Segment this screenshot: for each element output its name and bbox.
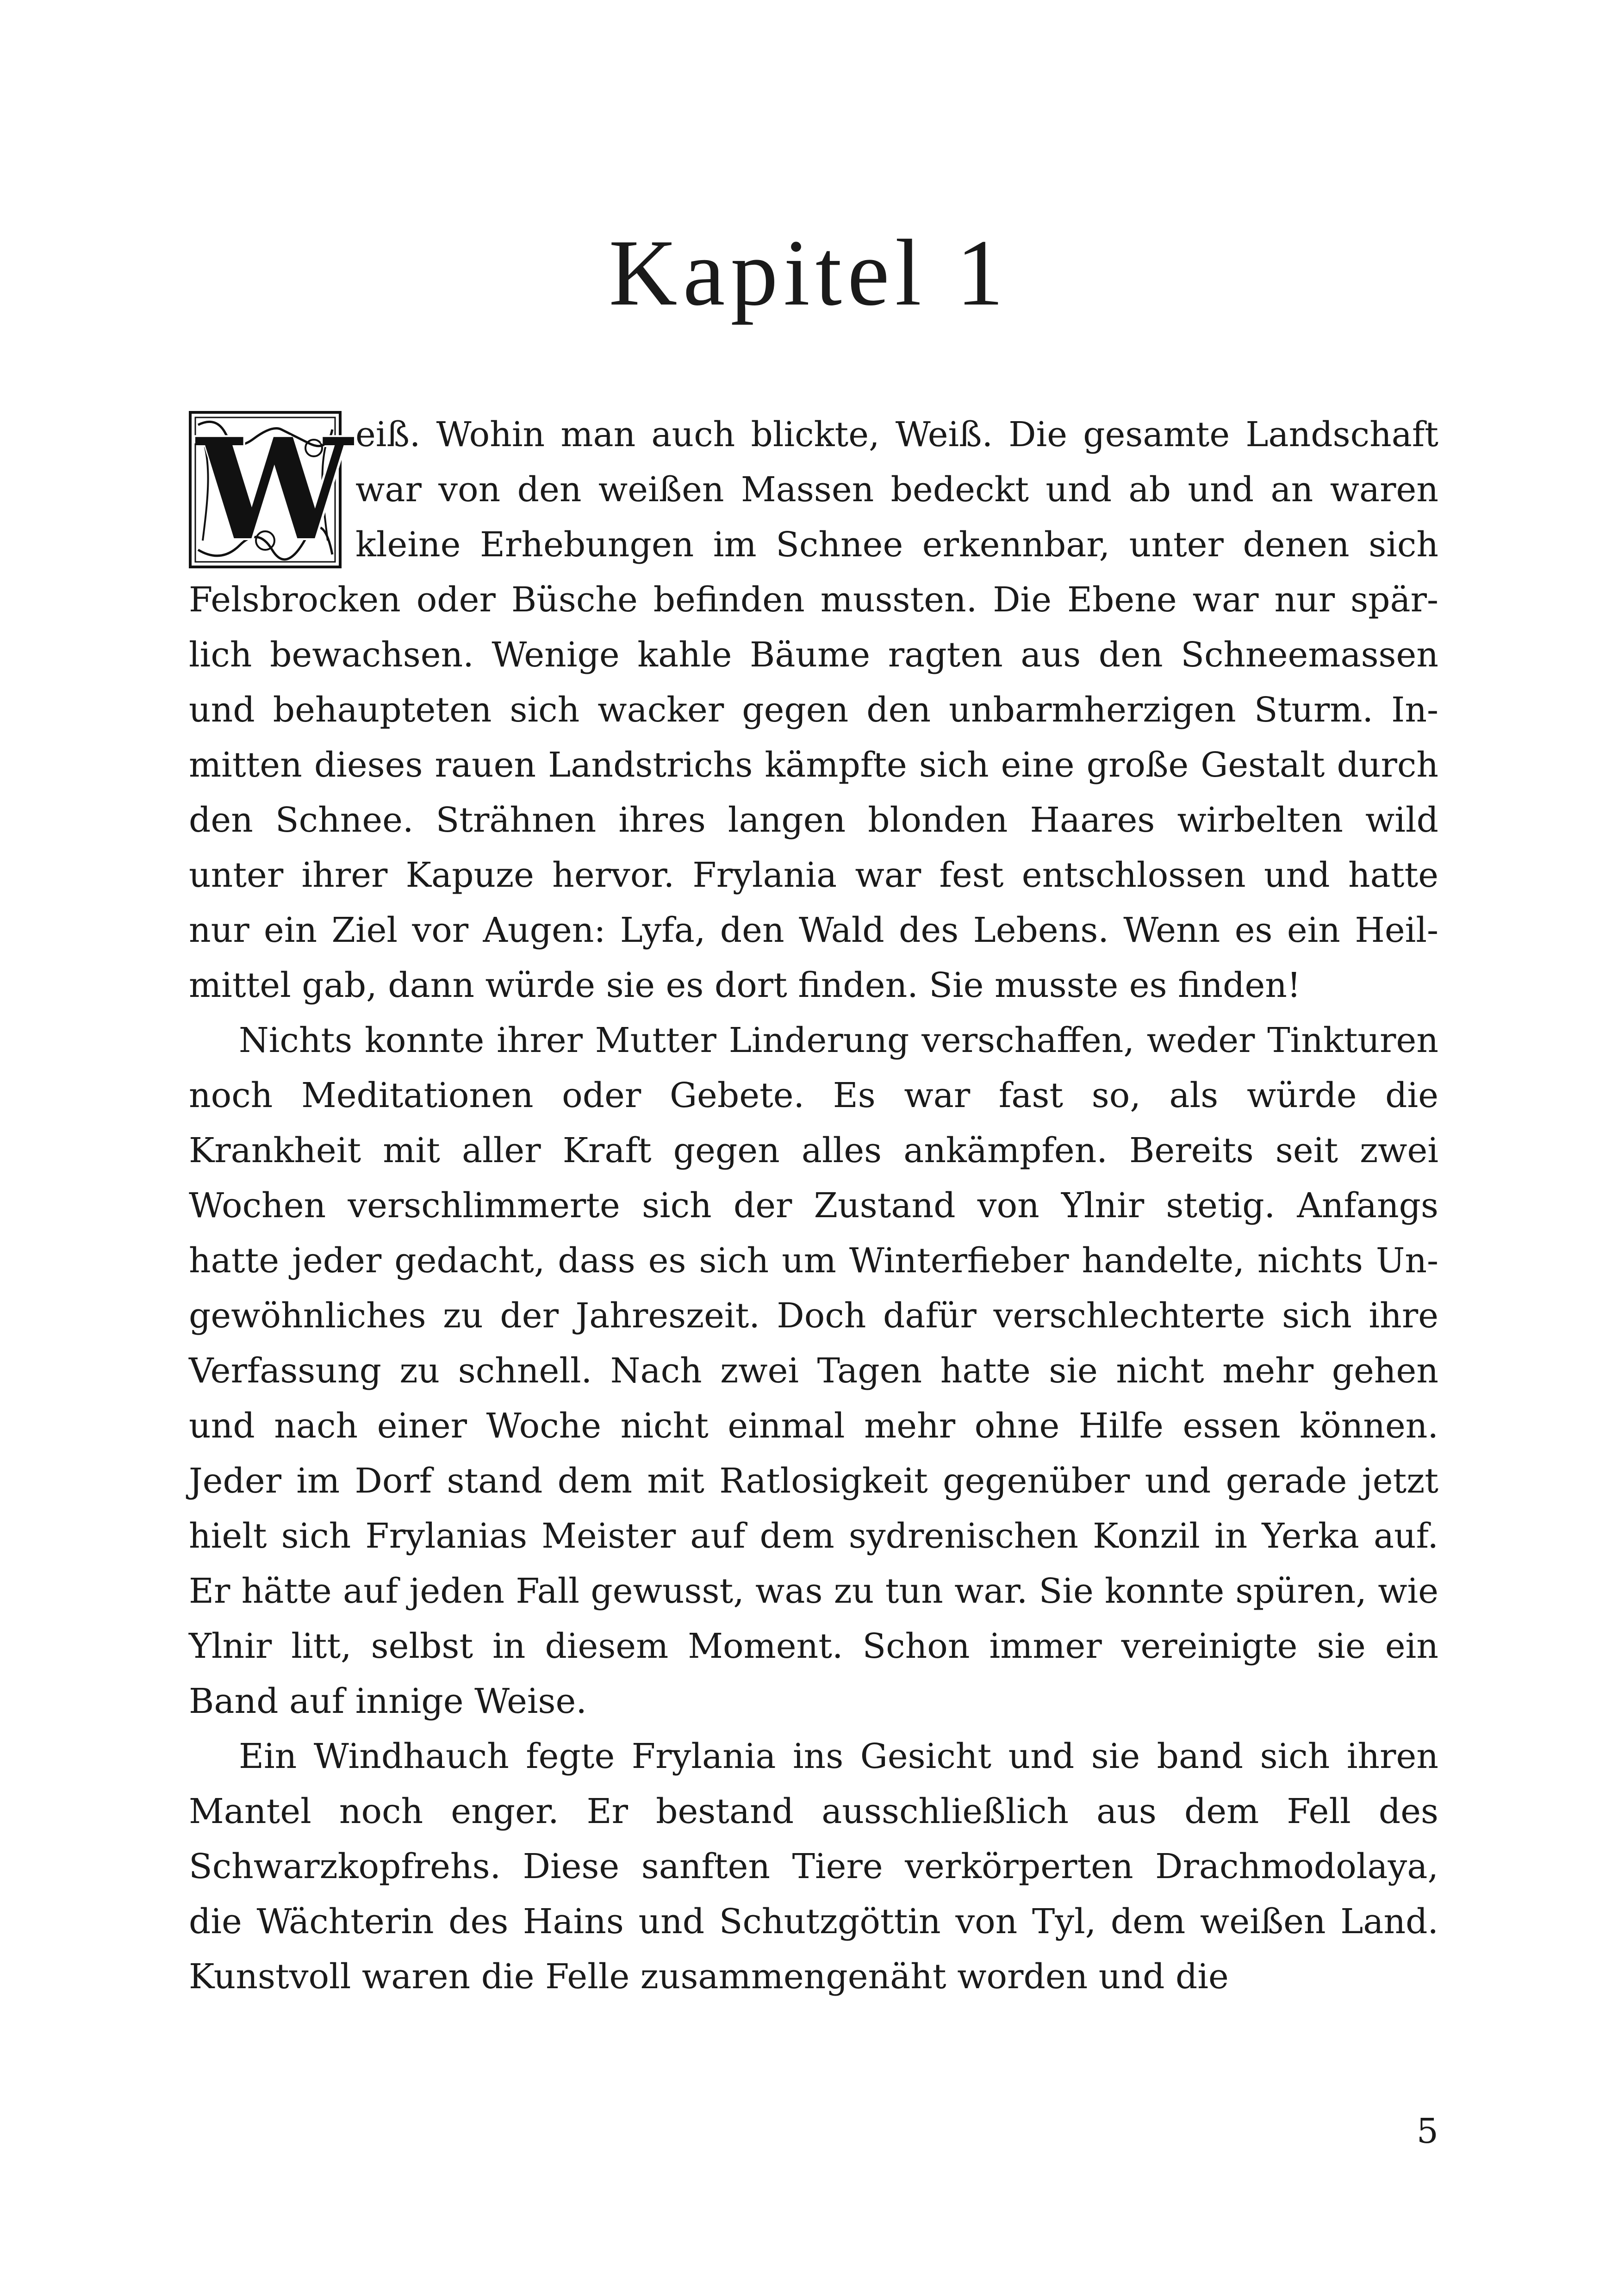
paragraph-2: Nichts konnte ihrer Mutter Linderung verschaffen, weder Tinkturen noch Meditationen oder Gebete. Es war fast so, als würde die Krankheit mit aller Kraft gegen alles ankämpfen. Bereits seit zwei Wochen verschlimmerte sich der Zustand von Ylnir stetig. Anfangs hatte jeder gedacht, dass es sich um Winterfieber handelte, nichts Ungewöhnliches zu der Jahreszeit. Doch dafür verschlechterte sich ihre Verfassung zu schnell. Nach zwei Tagen hatte sie nicht mehr gehen und nach einer Woche nicht einmal mehr ohne Hilfe essen können. Jeder im Dorf stand dem mit Ratlosigkeit gegenüber und gerade jetzt hielt sich Frylanias Meister auf dem sydrenischen Konzil in Yerka auf. Er hätte auf jeden Fall gewusst, was zu tun war. Sie konnte spüren, wie Ylnir litt, selbst in diesem Moment. Schon immer vereinigte sie ein Band auf innige Weise. xyxy=(189,1020,1438,1721)
dropcap-ornament xyxy=(189,408,342,571)
paragraph-1 xyxy=(189,407,1438,1013)
paragraph-3: Ein Windhauch fegte Frylania ins Gesicht und sie band sich ihren Mantel noch enger. Er bestand ausschließlich aus dem Fell des Schwarzkopfrehs. Diese sanften Tiere verkörperten Drachmodolaya, die Wächterin des Hains und Schutzgöttin von Tyl, dem weißen Land. Kunstvoll waren die Felle zusammengenäht worden und die xyxy=(189,1736,1438,1997)
dropcap-letter: W xyxy=(196,408,334,571)
page-number: 5 xyxy=(1416,2111,1438,2151)
paragraph-1-text: eiß. Wohin man auch blickte, Weiß. Die gesamte Landschaft war von den weißen Massen bedeckt und ab und an waren kleine Erhebungen im Schnee erkennbar, unter denen sich Felsbrocken oder Büsche befinden mussten. Die Ebene war nur spärlich bewachsen. Wenige kahle Bäume ragten aus den Schneemassen und behaupteten sich wacker gegen den unbarmherzigen Sturm. Inmitten dieses rauen Landstrichs kämpfte sich eine große Gestalt durch den Schnee. Strähnen ihres langen blonden Haares wirbelten wild unter ihrer Kapuze hervor. Frylania war fest entschlossen und hatte nur ein Ziel vor Augen: Lyfa, den Wald des Lebens. Wenn es ein Heilmittel gab, dann würde sie es dort finden. Sie musste es finden! xyxy=(189,415,1438,1005)
chapter-title: Kapitel 1 xyxy=(609,220,1009,325)
chapter-body xyxy=(189,407,1438,2004)
